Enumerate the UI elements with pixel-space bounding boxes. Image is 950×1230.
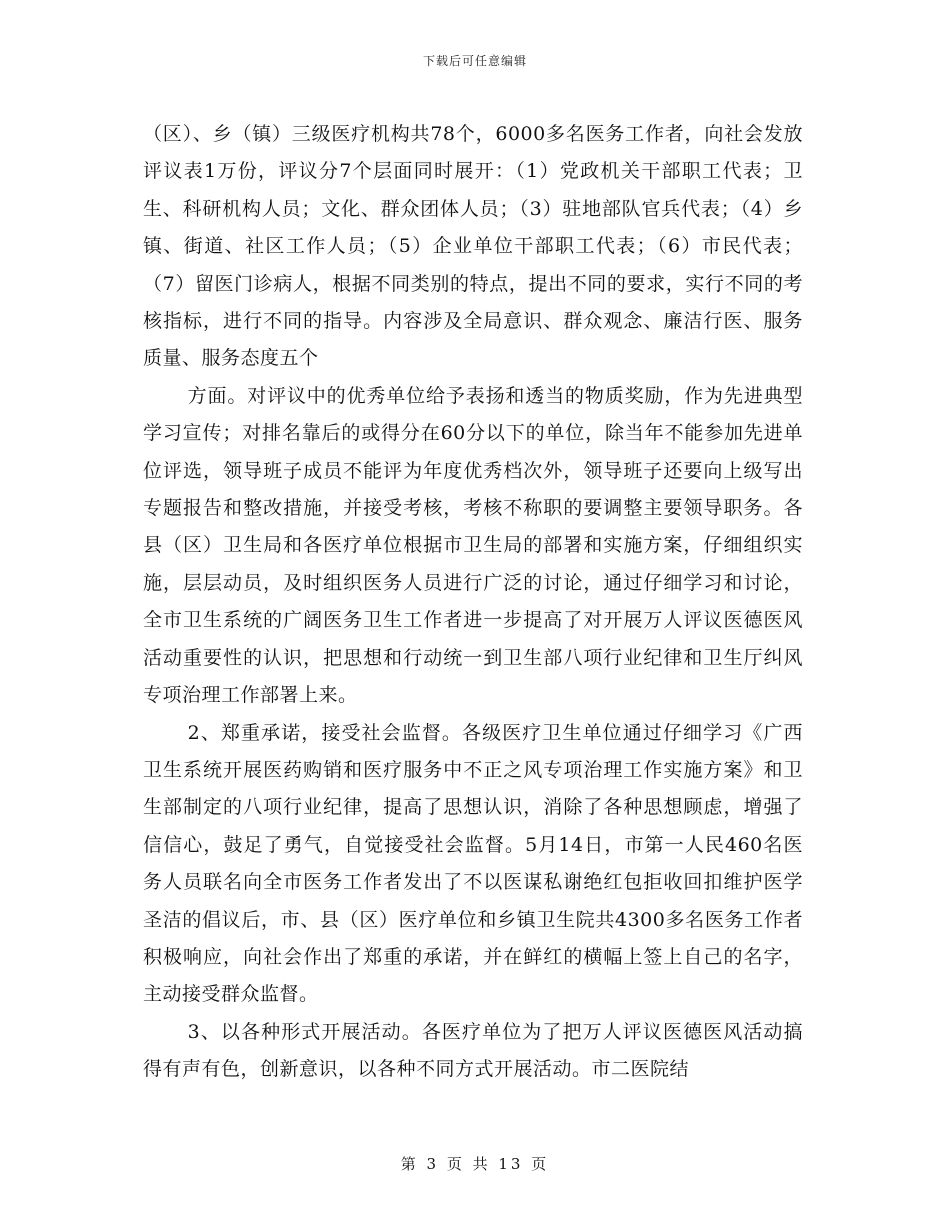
paragraph-1: （区）、乡（镇）三级医疗机构共78个，6000多名医务工作者，向社会发放评议表1万份，评议分7个层面同时展开：（1）党政机关干部职工代表；卫生、科研机构人员；文化、群众团体人员；（3）驻地部队官兵代表；（4）乡镇、街道、社区工作人员；（5）企业单位干部职工代表；（6）市民代表；（7）留医门诊病人，根据不同类别的特点，提出不同的要求，实行不同的考核指标，进行不同的指导。内容涉及全局意识、群众观念、廉洁行医、服务质量、服务态度五个 <box>143 123 803 370</box>
page-header-note: 下载后可任意编辑 <box>422 54 527 68</box>
page-number-footer: 第 3 页 共 13 页 <box>400 1155 550 1173</box>
paragraph-4: 3、以各种形式开展活动。各医疗单位为了把万人评议医德医风活动搞得有声有色，创新意识，以各种不同方式开展活动。市二医院结 <box>143 1020 803 1081</box>
paragraph-3: 2、郑重承诺，接受社会监督。各级医疗卫生单位通过仔细学习《广西卫生系统开展医药购销和医疗服务中不正之风专项治理工作实施方案》和卫生部制定的八项行业纪律，提高了思想认识，消除了各种思想顾虑，增强了信信心，鼓足了勇气，自觉接受社会监督。5月14日，市第一人民460名医务人员联名向全市医务工作者发出了不以医谋私谢绝红包拒收回扣维护医学圣洁的倡议后，市、县（区）医疗单位和乡镇卫生院共4300多名医务工作者积极响应，向社会作出了郑重的承诺，并在鲜红的横幅上签上自己的名字，主动接受群众监督。 <box>143 721 803 1006</box>
document-body <box>143 116 803 1089</box>
paragraph-2: 方面。对评议中的优秀单位给予表扬和透当的物质奖励，作为先进典型学习宣传；对排名靠后的或得分在60分以下的单位，除当年不能参加先进单位评选，领导班子成员不能评为年度优秀档次外，领导班子还要向上级写出专题报告和整改措施，并接受考核，考核不称职的要调整主要领导职务。各县（区）卫生局和各医疗单位根据市卫生局的部署和实施方案，仔细组织实施，层层动员，及时组织医务人员进行广泛的讨论，通过仔细学习和讨论，全市卫生系统的广阔医务卫生工作者进一步提高了对开展万人评议医德医风活动重要性的认识，把思想和行动统一到卫生部八项行业纪律和卫生厅纠风专项治理工作部署上来。 <box>143 384 803 707</box>
